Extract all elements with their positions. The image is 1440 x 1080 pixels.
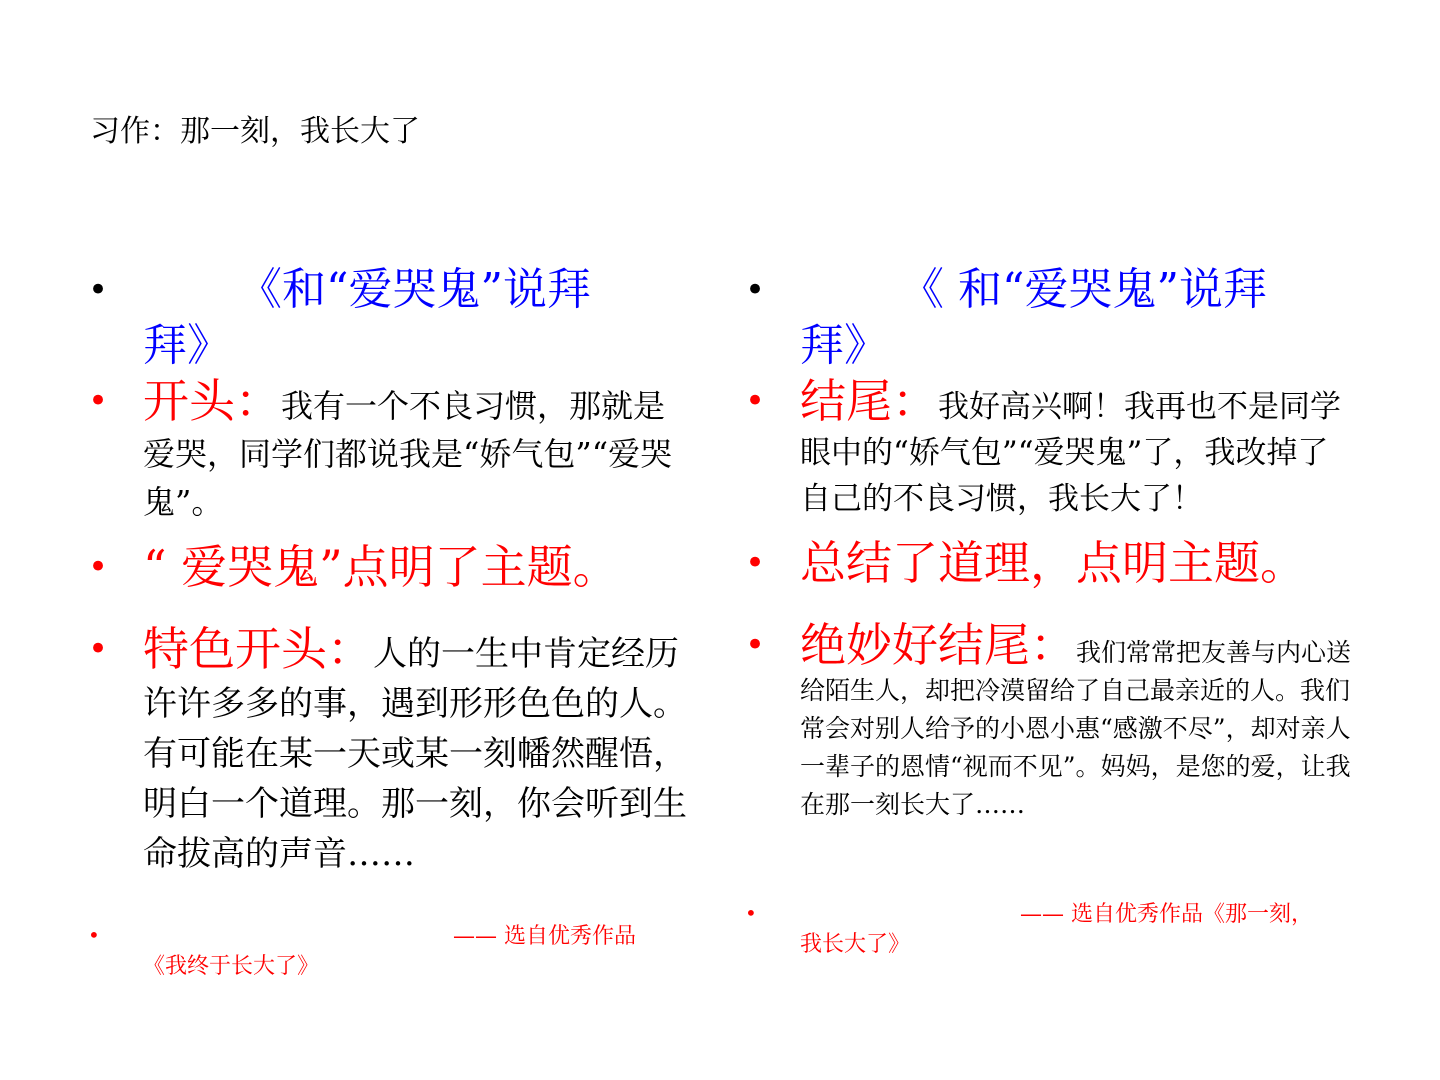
left-essay-title — [88, 262, 688, 374]
right-ending-label: 结尾： — [800, 374, 938, 428]
bullet-icon: • — [88, 381, 109, 421]
bullet-icon: • — [745, 901, 757, 925]
right-feature-text: 我们常常把友善与内心送给陌生人，却把冷漠留给了自己最亲近的人。我们常会对别人给予的小恩小惠“感激不尽”，却对亲人一辈子的恩情“视而不见”。妈妈，是您的爱，让我在那一刻长大了…… — [800, 638, 1352, 819]
bullet-icon: • — [88, 923, 100, 947]
bullet-icon: • — [745, 270, 766, 310]
bullet-icon: • — [88, 270, 109, 310]
left-title-line1: 《和“爱哭鬼”说拜 — [238, 264, 591, 315]
left-column — [88, 262, 688, 982]
right-title-line1: 《 和“爱哭鬼”说拜 — [900, 264, 1267, 315]
right-feature-item — [745, 618, 1360, 825]
right-ending-item — [745, 374, 1360, 525]
right-essay-title — [745, 262, 1360, 374]
left-title-line2: 拜》 — [143, 320, 231, 371]
right-source-line2: 我长大了》 — [800, 932, 911, 957]
right-source-item — [745, 900, 1360, 960]
left-feature-label: 特色开头： — [143, 622, 373, 676]
right-point-text: 总结了道理，点明主题。 — [800, 536, 1306, 590]
right-feature-label: 绝妙好结尾： — [800, 618, 1076, 672]
left-opening-label: 开头： — [143, 374, 281, 428]
left-source-line1: —— 选自优秀作品 — [453, 924, 636, 949]
bullet-icon: • — [745, 543, 766, 583]
bullet-icon: • — [88, 629, 109, 669]
right-point-item — [745, 533, 1360, 593]
right-column — [745, 262, 1360, 960]
left-feature-item — [88, 622, 688, 882]
left-opening-text: 我有一个不良习惯，那就是爱哭，同学们都说我是“娇气包”“爱哭鬼”。 — [143, 387, 673, 521]
bullet-icon: • — [745, 625, 766, 665]
bullet-icon: • — [745, 381, 766, 421]
left-point-text: “ 爱哭鬼”点明了主题。 — [143, 540, 619, 594]
bullet-icon: • — [88, 547, 109, 587]
left-source-item — [88, 922, 688, 982]
left-point-item — [88, 537, 688, 597]
left-feature-text: 人的一生中肯定经历许许多多的事，遇到形形色色的人。有可能在某一天或某一刻幡然醒悟，明白一个道理。那一刻，你会听到生命拔高的声音…… — [143, 634, 687, 874]
right-title-line2: 拜》 — [800, 320, 888, 371]
slide-title: 习作：那一刻，我长大了 — [90, 114, 420, 149]
left-opening-item — [88, 374, 688, 529]
right-source-line1: —— 选自优秀作品《那一刻， — [1020, 902, 1313, 927]
left-source-line2: 《我终于长大了》 — [143, 954, 320, 979]
right-ending-text: 我好高兴啊！我再也不是同学眼中的“娇气包”“爱哭鬼”了，我改掉了自己的不良习惯，我长大了！ — [800, 389, 1341, 517]
